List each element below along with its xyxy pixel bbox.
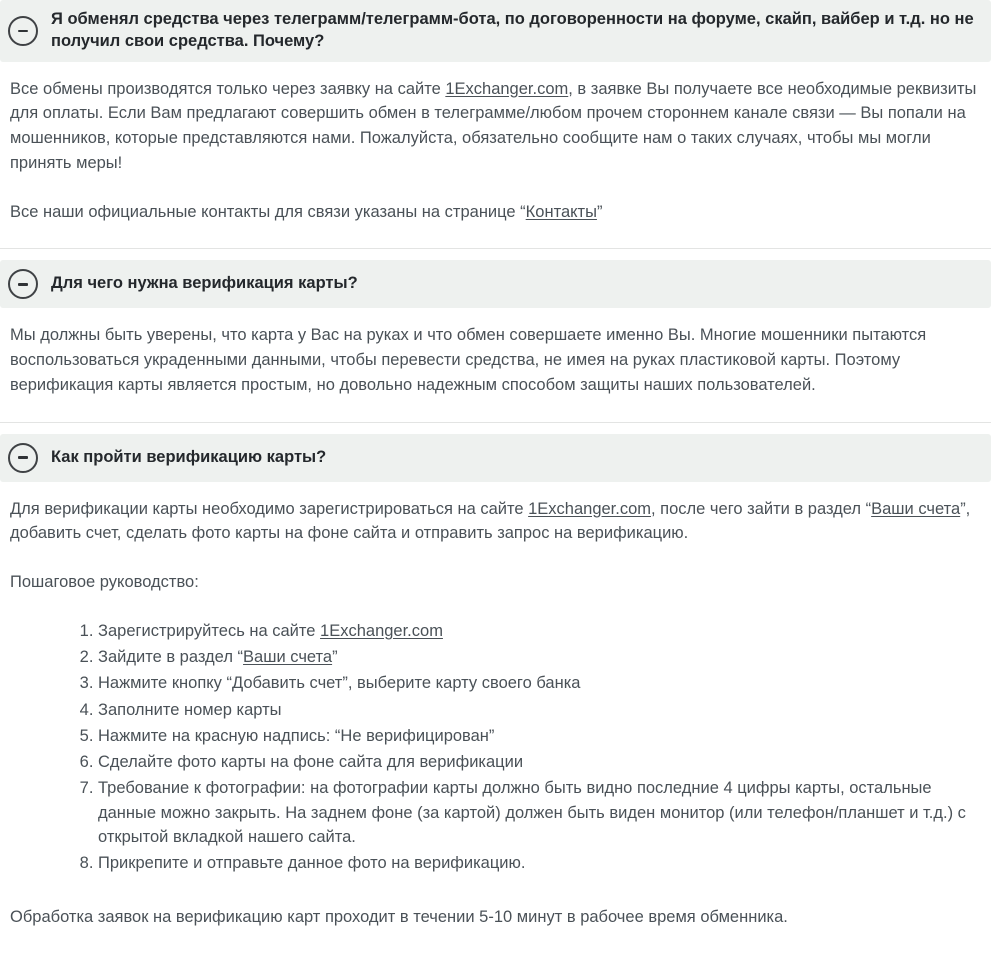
step-list [10, 619, 981, 876]
faq-question-header[interactable] [0, 434, 991, 482]
step-item [98, 671, 981, 695]
minus-bar [18, 283, 28, 286]
step-item [98, 724, 981, 748]
answer-text: , после чего зайти в раздел “ [651, 499, 872, 518]
answer-text: Мы должны быть уверены, что карта у Вас на руках и что обмен совершаете именно Вы. Многие мошенники пытаются воспользоваться украденными данными, чтобы перевести средства, не имея на руках пластиковой карты. Поэтому верификация карты является простым, но довольно надежным способом защиты наших пользователей. [10, 326, 927, 394]
step-text: ” [332, 648, 338, 667]
site-link[interactable]: 1Exchanger.com [528, 499, 652, 518]
step-text: Заполните номер карты [98, 700, 282, 719]
step-item [98, 776, 981, 849]
step-item [98, 750, 981, 774]
faq-question-text: Для чего нужна верификация карты? [51, 274, 358, 293]
minus-bar [18, 30, 28, 33]
faq-question-text: Как пройти верификацию карты? [51, 447, 327, 466]
answer-paragraph [10, 570, 981, 595]
answer-text: Обработка заявок на верификацию карт проходит в течении 5-10 минут в рабочее время обменника. [10, 908, 788, 927]
answer-paragraph [10, 323, 981, 397]
step-item [98, 619, 981, 643]
faq-question-header[interactable] [0, 0, 991, 62]
faq-item-how-to-verify-card [0, 434, 991, 954]
step-text: Нажмите кнопку “Добавить счет”, выберите карту своего банка [98, 674, 581, 693]
faq-item-telegram-scam [0, 0, 991, 249]
step-text: Прикрепите и отправьте данное фото на верификацию. [98, 854, 526, 873]
faq-item-why-card-verification [0, 260, 991, 422]
collapse-minus-icon[interactable] [8, 443, 38, 473]
step-item [98, 851, 981, 875]
answer-paragraph [10, 905, 981, 930]
your-accounts-link[interactable]: Ваши счета [243, 648, 333, 667]
answer-paragraph [10, 497, 981, 547]
answer-text: Все наши официальные контакты для связи указаны на странице “ [10, 202, 526, 221]
faq-question-header[interactable] [0, 260, 991, 308]
step-text: Сделайте фото карты на фоне сайта для верификации [98, 753, 524, 772]
collapse-minus-icon[interactable] [8, 269, 38, 299]
faq-answer [0, 308, 991, 421]
minus-bar [18, 456, 28, 459]
answer-text: Все обмены производятся только через заявку на сайте [10, 79, 446, 98]
your-accounts-link[interactable]: Ваши счета [871, 499, 961, 518]
site-link[interactable]: 1Exchanger.com [320, 621, 443, 640]
answer-text: Для верификации карты необходимо зарегистрироваться на сайте [10, 499, 529, 518]
answer-paragraph [10, 77, 981, 176]
step-text: Зайдите в раздел “ [98, 648, 244, 667]
faq-question-text: Я обменял средства через телеграмм/телеграмм-бота, по договоренности на форуме, скайп, вайбер и т.д. но не получил свои средства. Почему? [51, 10, 974, 50]
answer-text: , в заявке Вы получаете все необходимые реквизиты для оплаты. Если Вам предлагают совершить обмен в телеграмме/любом прочем стороннем канале связи — Вы попали на мошенников, которые представляются нами. Пожалуйста, обязательно сообщите нам о таких случаях, чтобы мы могли принять меры! [10, 79, 977, 172]
site-link[interactable]: 1Exchanger.com [445, 79, 569, 98]
faq-answer [0, 62, 991, 249]
step-text: Нажмите на красную надпись: “Не верифицирован” [98, 726, 495, 745]
answer-text: ” [596, 202, 603, 221]
answer-text: Пошаговое руководство: [10, 573, 199, 592]
answer-paragraph [10, 200, 981, 225]
step-text: Зарегистрируйтесь на сайте [98, 621, 321, 640]
faq-answer [0, 482, 991, 954]
step-item [98, 698, 981, 722]
answer-text: ”, добавить счет, сделать фото карты на фоне сайта и отправить запрос на верификацию. [10, 499, 971, 543]
step-item [98, 645, 981, 669]
collapse-minus-icon[interactable] [8, 16, 38, 46]
contacts-link[interactable]: Контакты [525, 202, 597, 221]
step-text: Требование к фотографии: на фотографии карты должно быть видно последние 4 цифры карты, остальные данные можно закрыть. На заднем фоне (за картой) должен быть виден монитор (или телефон/планшет и т.д.) с открытой вкладкой нашего сайта. [98, 779, 966, 846]
